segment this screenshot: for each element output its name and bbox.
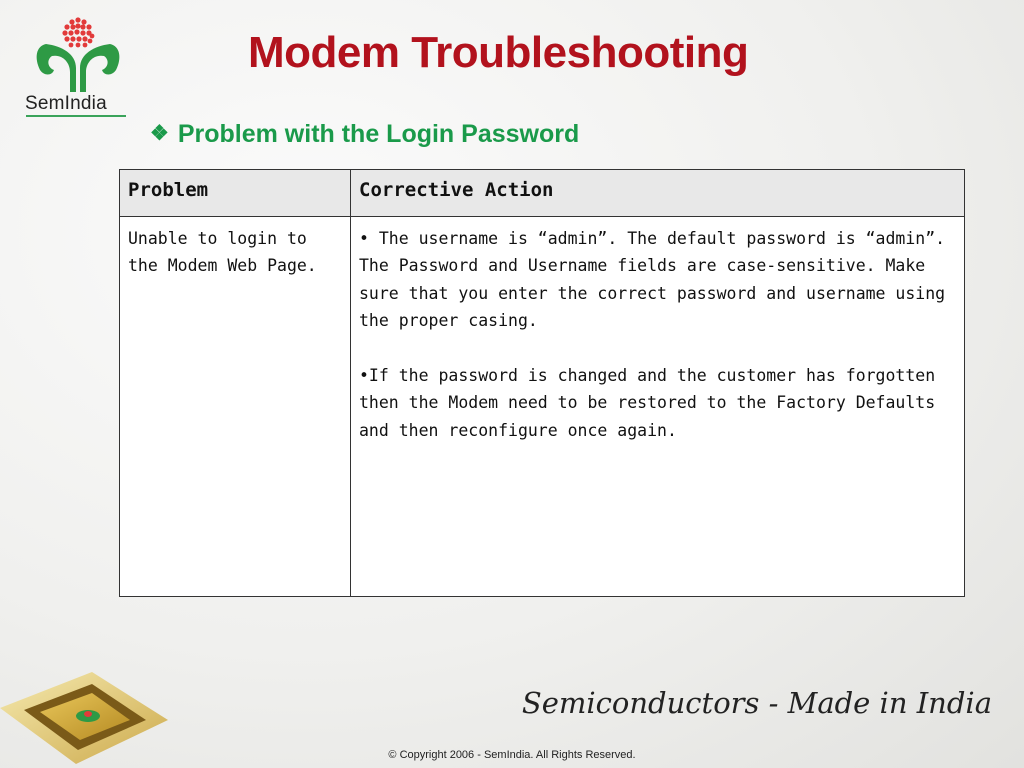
troubleshooting-table — [119, 169, 965, 597]
problem-cell: Unable to login to the Modem Web Page. — [120, 217, 351, 597]
column-header-problem: Problem — [120, 170, 351, 217]
logo-underline — [26, 115, 126, 117]
table-row — [120, 217, 965, 597]
diamond-bullet-icon: ❖ — [150, 122, 169, 145]
corrective-action-cell — [351, 217, 965, 597]
copyright-notice: © Copyright 2006 - SemIndia. All Rights Reserved. — [388, 749, 636, 761]
table-header-row — [120, 170, 965, 217]
action-item: • The username is “admin”. The default password is “admin”. The Password and Username fields are case-sensitive. Make sure that you enter the correct password and username using the proper casing. — [359, 229, 946, 331]
logo-emblem-icon — [32, 14, 124, 94]
action-item: •If the password is changed and the customer has forgotten then the Modem need to be restored to the Factory Defaults and then reconfigure once again. — [359, 366, 936, 440]
tagline: Semiconductors - Made in India — [521, 686, 992, 720]
logo-brand-text: SemIndia — [25, 93, 107, 114]
column-header-corrective-action: Corrective Action — [351, 170, 965, 217]
section-heading-text: Problem with the Login Password — [177, 120, 580, 148]
slide-title: Modem Troubleshooting — [248, 28, 749, 77]
section-heading — [150, 120, 579, 149]
semindia-logo — [22, 14, 134, 120]
